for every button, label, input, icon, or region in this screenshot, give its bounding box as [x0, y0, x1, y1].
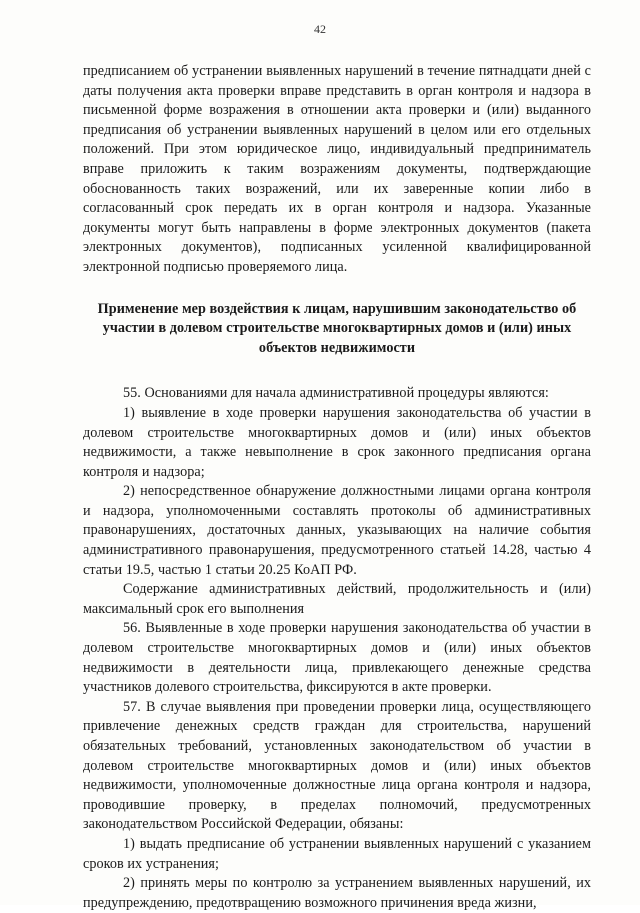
- paragraph-56: 56. Выявленные в ходе проверки нарушения законодательства об участии в долевом строительстве многоквартирных домов и (или) иных объектов недвижимости в деятельности лица, привлекающего денежные средства участников долевого строительства, фиксируются в акте проверки.: [83, 620, 591, 696]
- paragraph-55-item-1: 1) выявление в ходе проверки нарушения законодательства об участии в долевом строительстве многоквартирных домов и (или) иных объектов недвижимости, а также невыполнение в срок законного предписания органа контроля и надзора;: [83, 404, 591, 480]
- paragraph-55-item-2: 2) непосредственное обнаружение должностными лицами органа контроля и надзора, уполномоченными составлять протоколы об административных правонарушениях, достаточных данных, указывающих на наличие события административного правонарушения, предусмотренного статьей 14.28, частью 4 статьи 19.5, частью 1 статьи 20.25 КоАП РФ.: [83, 483, 591, 578]
- paragraph-57-item-1: 1) выдать предписание об устранении выявленных нарушений с указанием сроков их устранения;: [83, 835, 591, 872]
- section-title: Применение мер воздействия к лицам, нарушившим законодательство об участии в долевом строительстве многоквартирных домов и (или) иных объектов недвижимости: [97, 300, 577, 356]
- page-content: [83, 62, 591, 913]
- paragraph-content-heading: Содержание административных действий, продолжительность и (или) максимальный срок его выполнения: [83, 581, 591, 617]
- paragraph-continuation: предписанием об устранении выявленных нарушений в течение пятнадцати дней с даты получения акта проверки вправе представить в орган контроля и надзора в письменной форме возражения в отношении акта проверки и (или) выданного предписания об устранении выявленных нарушений в целом или его отдельных положений. При этом юридическое лицо, индивидуальный предприниматель вправе приложить к таким возражениям документы, подтверждающие обоснованность таких возражений, или их заверенные копии либо в согласованный срок передать их в орган контроля и надзора. Указанные документы могут быть направлены в форме электронных документов (пакета электронных документов), подписанных усиленной квалифицированной электронной подписью проверяемого лица.: [83, 63, 591, 275]
- paragraph-55: 55. Основаниями для начала административной процедуры являются:: [123, 385, 549, 402]
- paragraph-57: 57. В случае выявления при проведении проверки лица, осуществляющего привлечение денежных средств граждан для строительства, нарушений обязательных требований, установленных законодательством об участии в долевом строительстве многоквартирных домов и (или) иных объектов недвижимости, уполномоченные должностные лица органа контроля и надзора, проводившие проверку, в пределах полномочий, предусмотренных законодательством Российской Федерации, обязаны:: [83, 698, 591, 833]
- page-number: 42: [314, 22, 326, 36]
- paragraph-57-item-2: 2) принять меры по контролю за устранением выявленных нарушений, их предупреждению, предотвращению возможного причинения вреда жизни,: [83, 875, 591, 911]
